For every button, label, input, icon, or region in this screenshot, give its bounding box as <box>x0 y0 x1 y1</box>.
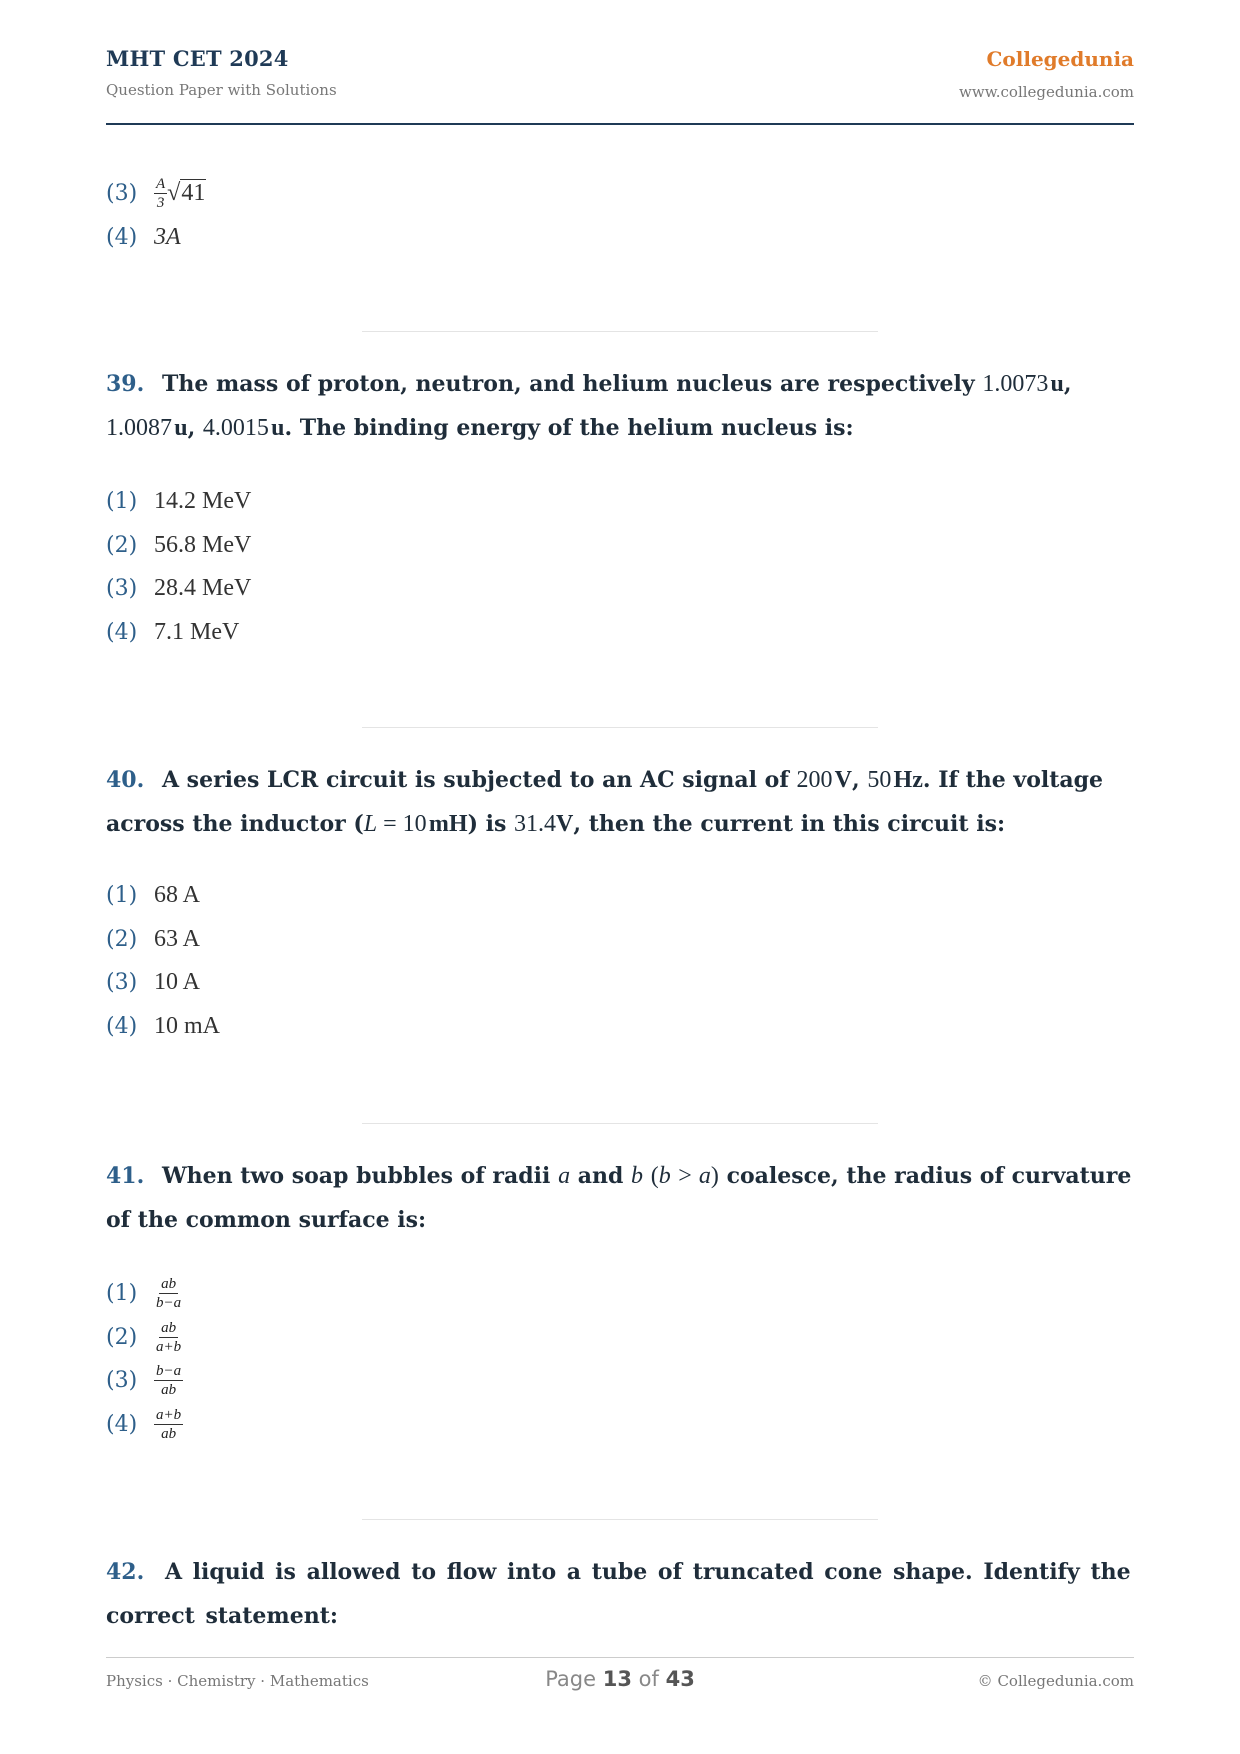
option-item <box>106 176 206 211</box>
fraction <box>154 1320 183 1355</box>
option-item <box>106 224 181 251</box>
header-divider <box>106 123 1134 125</box>
fraction <box>154 1276 183 1311</box>
option-value: 7.1 MeV <box>154 619 240 645</box>
option-number: (4) <box>106 620 138 645</box>
inductor-voltage: 31.4 <box>514 811 557 837</box>
question-text: If the voltage across the inductor ( <box>106 767 1104 837</box>
question-42 <box>106 1550 1136 1638</box>
question-separator <box>362 1123 878 1124</box>
option-value: 10 mA <box>154 1013 220 1039</box>
footer-copyright: © Collegedunia.com <box>977 1672 1134 1690</box>
question-text: When two soap bubbles of radii <box>161 1163 551 1189</box>
option-value: 3A <box>154 224 181 250</box>
option-item <box>106 619 239 646</box>
fraction <box>154 1407 183 1442</box>
mass-unit: u <box>1050 371 1064 397</box>
fraction-denominator: ab <box>161 1382 177 1398</box>
option-value: 68 A <box>154 882 201 908</box>
radius-b: b <box>631 1163 644 1189</box>
helium-mass: 4.0015 <box>202 415 269 441</box>
fraction-numerator: ab <box>161 1276 177 1292</box>
question-number: 40. <box>106 767 145 793</box>
option-item <box>106 926 200 953</box>
option-number: (4) <box>106 1014 138 1039</box>
question-text: coalesce, the radius of curvature of the common surface is: <box>106 1163 1132 1233</box>
option-number: (3) <box>106 1368 138 1393</box>
option-item <box>106 969 200 996</box>
option-number: (2) <box>106 1325 138 1350</box>
fraction-denominator: 3 <box>156 195 165 211</box>
option-item <box>106 575 251 602</box>
mass-unit: u <box>271 415 285 441</box>
option-item <box>106 1276 183 1311</box>
question-text: A series LCR circuit is subjected to an AC signal of <box>161 767 789 793</box>
exam-title: MHT CET 2024 <box>106 46 289 71</box>
option-number: (3) <box>106 181 138 206</box>
question-separator <box>362 1519 878 1520</box>
square-root <box>167 180 206 207</box>
question-separator <box>362 727 878 728</box>
inductance-value: = 10 <box>377 811 427 837</box>
brand-name: Collegedunia <box>986 47 1134 71</box>
signal-frequency: 50 <box>867 767 892 793</box>
header-right <box>959 47 1134 101</box>
question-39: 39. The mass of proton, neutron, and helium nucleus are respectively 1.0073 u, 1.0087 u, 4.0015 u. The binding energy of the helium nucleus is: <box>106 371 1072 441</box>
option-value: 10 A <box>154 969 201 995</box>
footer-subjects: Physics · Chemistry · Mathematics <box>106 1672 369 1690</box>
question-number: 39. <box>106 371 145 397</box>
exam-subtitle: Question Paper with Solutions <box>106 81 337 99</box>
footer-divider <box>106 1657 1134 1658</box>
option-number: (2) <box>106 927 138 952</box>
fraction-numerator: a+b <box>156 1407 182 1423</box>
fraction-numerator: b−a <box>156 1363 182 1379</box>
page-of: of <box>638 1667 659 1691</box>
option-item <box>106 488 251 515</box>
option-number: (1) <box>106 1281 138 1306</box>
current-page: 13 <box>602 1667 632 1691</box>
sqrt-sign: √ <box>167 180 181 206</box>
option-item <box>106 882 200 909</box>
radicand: 41 <box>181 180 206 206</box>
page-label: Page <box>545 1667 597 1691</box>
question-text: The mass of proton, neutron, and helium nucleus are respectively <box>161 371 975 397</box>
voltage-unit: V <box>556 811 574 837</box>
fraction <box>154 176 167 211</box>
fraction-numerator: A <box>156 176 166 192</box>
signal-voltage: 200 <box>796 767 833 793</box>
fraction-numerator: ab <box>161 1320 177 1336</box>
radius-a: a <box>558 1163 571 1189</box>
option-item <box>106 1363 183 1398</box>
option-number: (3) <box>106 576 138 601</box>
question-number: 41. <box>106 1163 145 1189</box>
total-pages: 43 <box>665 1667 695 1691</box>
fraction-denominator: ab <box>161 1426 177 1442</box>
option-item <box>106 1013 220 1040</box>
fraction-denominator: b−a <box>156 1295 182 1311</box>
question-text: The binding energy of the helium nucleus is: <box>299 415 854 441</box>
mass-unit: u <box>174 415 188 441</box>
option-value: 28.4 MeV <box>154 575 252 601</box>
fraction <box>154 1363 183 1398</box>
neutron-mass: 1.0087 <box>106 415 172 441</box>
option-number: (1) <box>106 489 138 514</box>
option-number: (1) <box>106 883 138 908</box>
question-text: and <box>577 1163 624 1189</box>
inductance-unit: mH <box>428 811 468 837</box>
option-value: 63 A <box>154 926 201 952</box>
option-number: (3) <box>106 970 138 995</box>
website-link[interactable]: www.collegedunia.com <box>959 83 1134 101</box>
question-number: 42. <box>106 1559 145 1585</box>
frequency-unit: Hz <box>893 767 923 793</box>
fraction-denominator: a+b <box>156 1339 182 1355</box>
question-text: then the current in this circuit is: <box>588 811 1006 837</box>
radius-condition: b > a <box>658 1163 711 1189</box>
option-number: (4) <box>106 225 138 250</box>
option-value: 56.8 MeV <box>154 532 252 558</box>
inductance-symbol: L <box>363 811 378 837</box>
option-value: 14.2 MeV <box>154 488 252 514</box>
question-40: 40. A series LCR circuit is subjected to an AC signal of 200 V, 50 Hz. If the voltage across the inductor (L = 10 mH) is 31.4V, then the current in this circuit is: <box>106 767 1104 837</box>
option-number: (2) <box>106 533 138 558</box>
option-number: (4) <box>106 1412 138 1437</box>
option-item <box>106 1407 183 1442</box>
voltage-unit: V <box>834 767 852 793</box>
question-text: A liquid is allowed to flow into a tube of truncated cone shape. Identify the correct statement: <box>106 1559 1131 1629</box>
question-separator <box>362 331 878 332</box>
option-item <box>106 532 251 559</box>
header-left <box>106 46 337 99</box>
question-text: ) is <box>467 811 507 837</box>
option-item <box>106 1320 183 1355</box>
question-41: 41. When two soap bubbles of radii a and b (b > a) coalesce, the radius of curvature of the common surface is: <box>106 1163 1132 1233</box>
proton-mass: 1.0073 <box>982 371 1049 397</box>
